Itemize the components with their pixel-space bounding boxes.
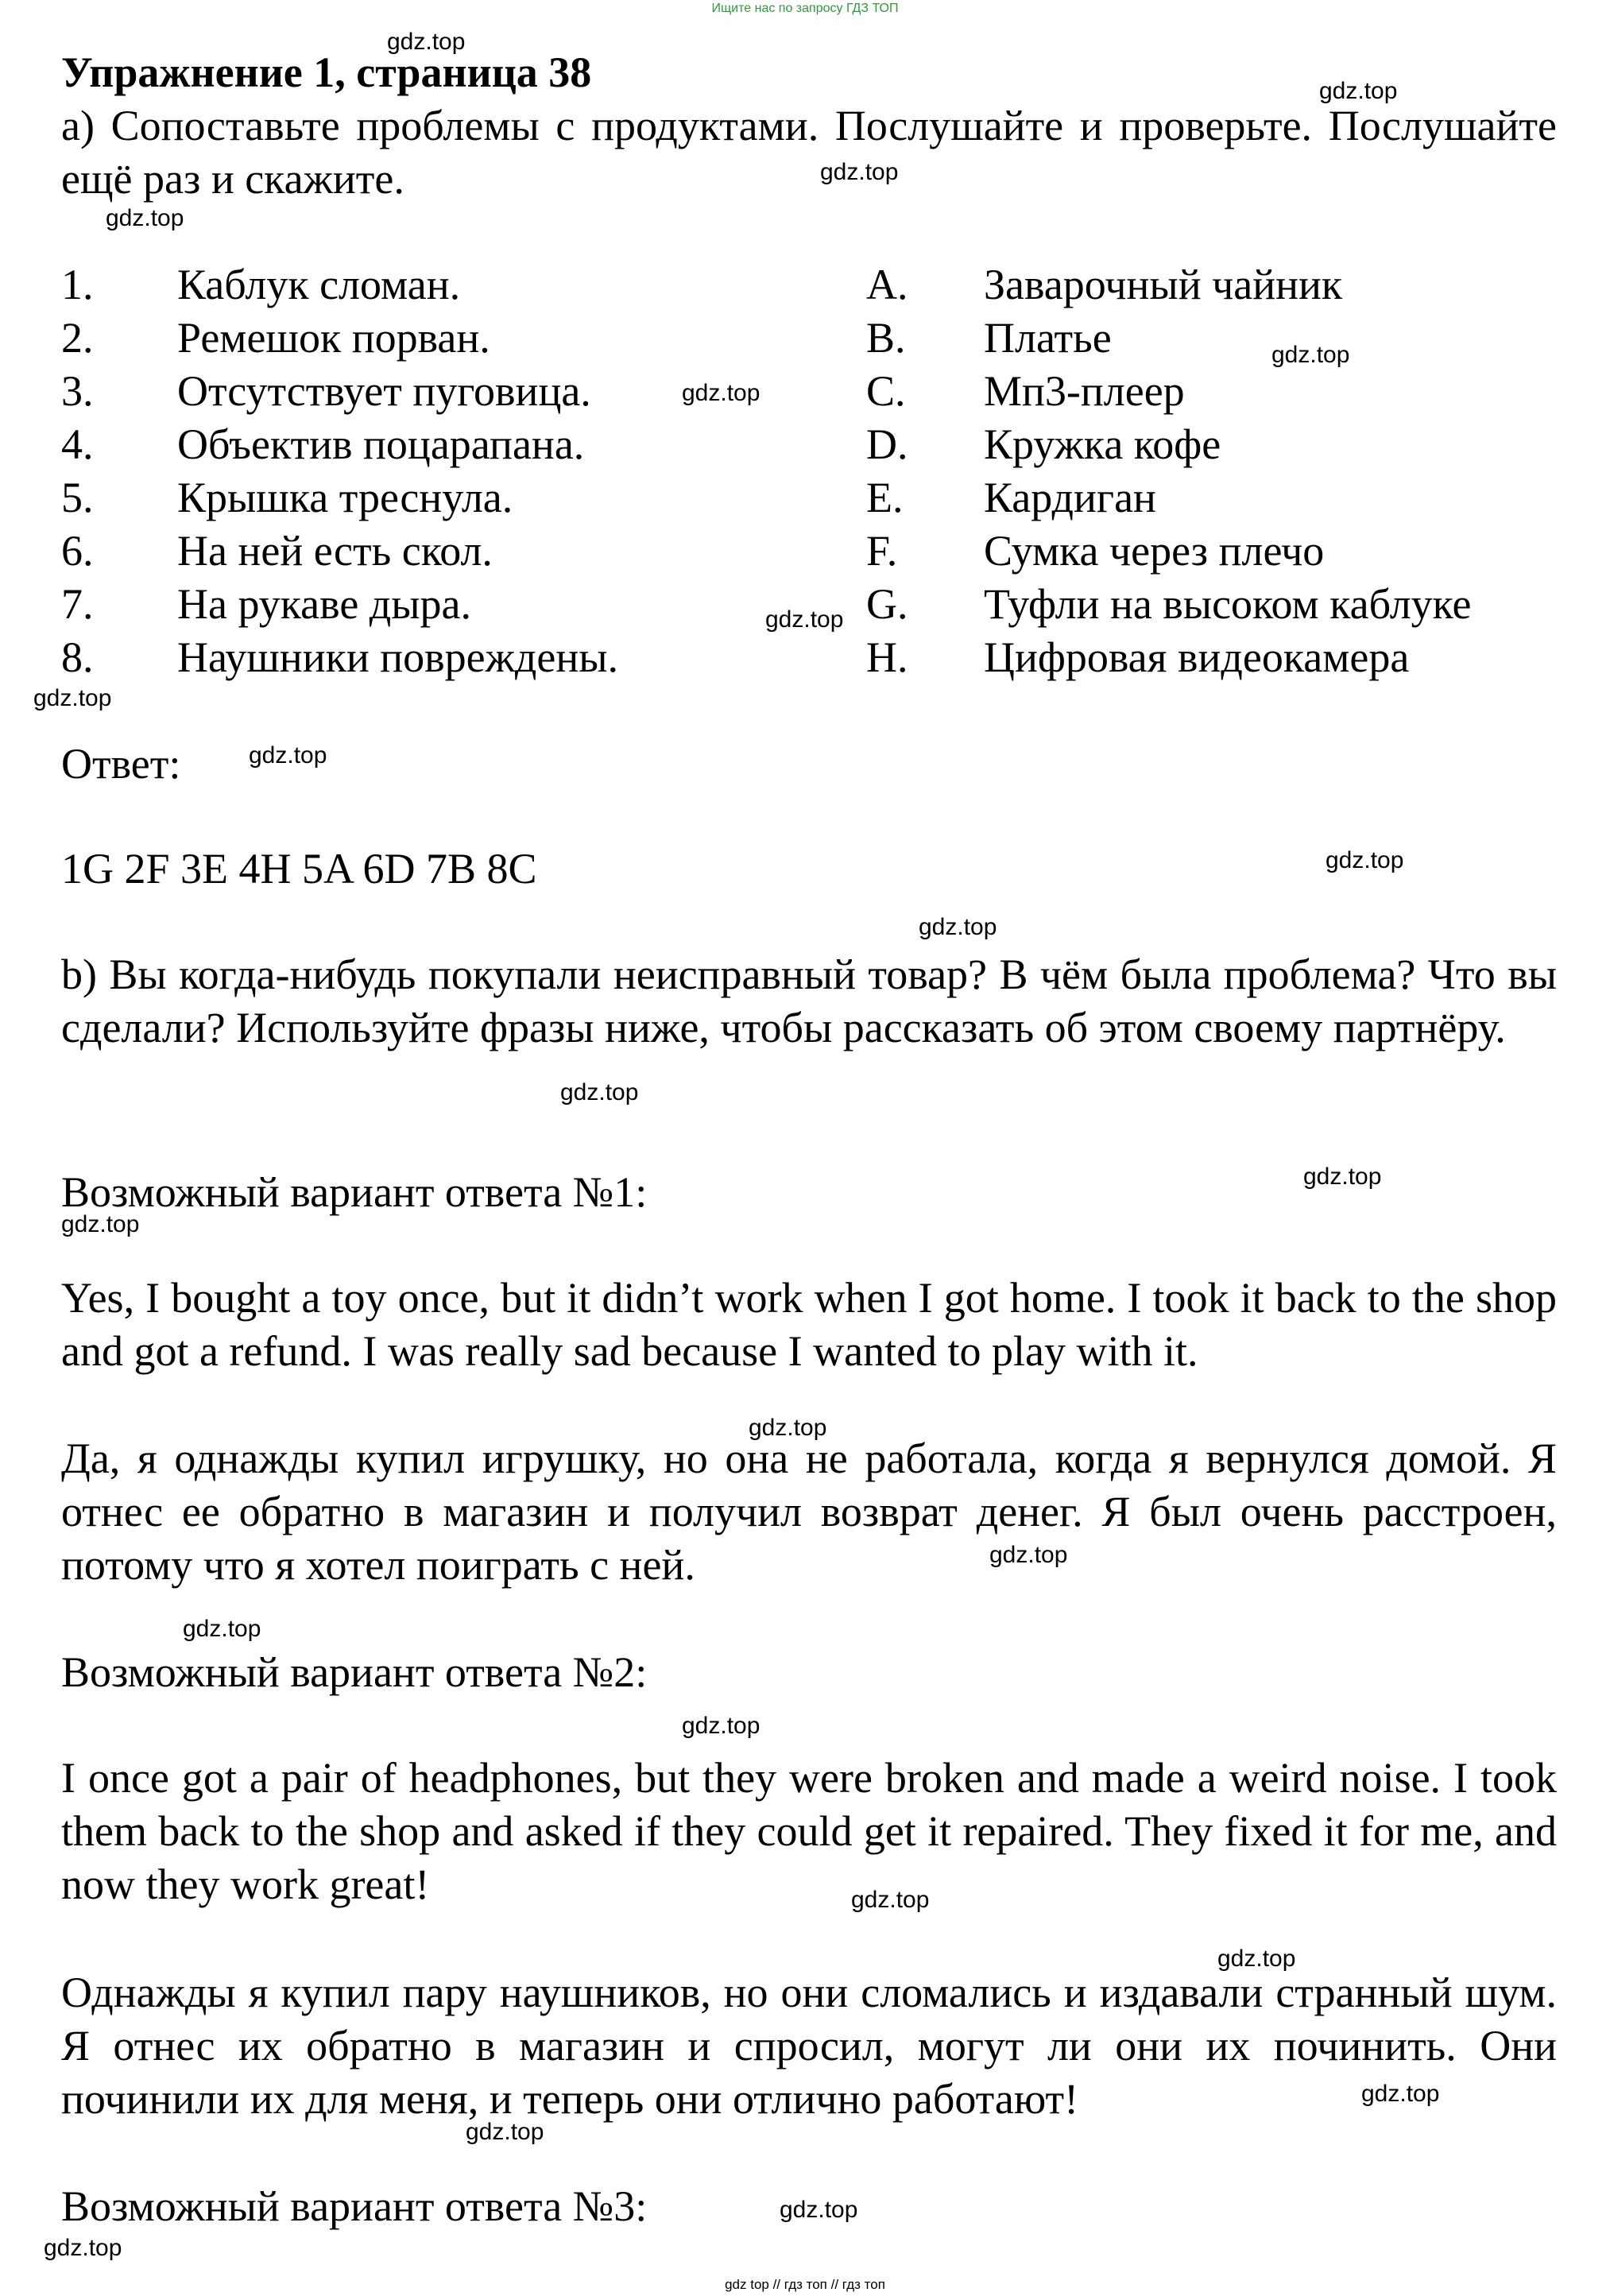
watermark: gdz.top <box>106 205 184 231</box>
product-letter: G. <box>866 580 908 628</box>
problem-text: Каблук сломан. <box>177 261 461 308</box>
variant-3-title: Возможный вариант ответа №3: <box>61 2182 648 2230</box>
bottom-banner: gdz top // гдз топ // гдз топ <box>725 2277 885 2292</box>
watermark: gdz.top <box>466 2119 544 2145</box>
exercise-heading: Упражнение 1, страница 38 <box>61 48 592 96</box>
variant-2-english: I once got a pair of headphones, but they were broken and made a weird noise. I took them back to the shop and asked if they could get it repaired. They fixed it for me, and now they work great! <box>61 1754 1557 1908</box>
problem-text: Отсутствует пуговица. <box>177 367 591 415</box>
product-letter: C. <box>866 367 906 415</box>
watermark: gdz.top <box>387 29 466 55</box>
watermark: gdz.top <box>765 606 844 633</box>
product-text: Заварочный чайник <box>984 261 1343 308</box>
watermark: gdz.top <box>33 685 112 711</box>
problem-number: 3. <box>61 367 94 415</box>
watermark: gdz.top <box>44 2235 122 2261</box>
product-letter: H. <box>866 633 908 681</box>
problem-number: 6. <box>61 527 94 575</box>
variant-2-russian: Однажды я купил пару наушников, но они сломались и издавали странный шум. Я отнес их обратно в магазин и спросил, могут ли они их починить. Они починили их для меня, и теперь они отлично работают! <box>61 1969 1557 2123</box>
product-text: Кардиган <box>984 474 1156 521</box>
variant-1-english: Yes, I bought a toy once, but it didn’t work when I got home. I took it back to the shop and got a refund. I was really sad because I wanted to play with it. <box>61 1274 1557 1375</box>
answer-key: 1G 2F 3E 4H 5A 6D 7B 8C <box>61 845 537 892</box>
watermark: gdz.top <box>820 159 899 185</box>
watermark: gdz.top <box>780 2197 858 2223</box>
problem-text: Ремешок порван. <box>177 314 490 362</box>
watermark: gdz.top <box>1217 1946 1296 1972</box>
problem-text: На рукаве дыра. <box>177 580 472 628</box>
watermark: gdz.top <box>919 914 997 940</box>
problem-number: 8. <box>61 633 94 681</box>
product-text: Сумка через плечо <box>984 527 1325 575</box>
problem-text: На ней есть скол. <box>177 527 493 575</box>
task-b-instruction: b) Вы когда-нибудь покупали неисправный товар? В чём была проблема? Что вы сделали? Используйте фразы ниже, чтобы рассказать об этом своему партнёру. <box>61 951 1557 1051</box>
problem-number: 5. <box>61 474 94 521</box>
problem-number: 7. <box>61 580 94 628</box>
problem-text: Наушники повреждены. <box>177 633 619 681</box>
variant-1-title: Возможный вариант ответа №1: <box>61 1168 648 1216</box>
watermark: gdz.top <box>1303 1163 1382 1190</box>
product-text: Мп3-плеер <box>984 367 1185 415</box>
watermark: gdz.top <box>1319 78 1398 104</box>
problem-text: Крышка треснула. <box>177 474 513 521</box>
problem-number: 4. <box>61 420 94 468</box>
watermark: gdz.top <box>682 1713 760 1739</box>
product-letter: D. <box>866 420 908 468</box>
problem-number: 1. <box>61 261 94 308</box>
problem-number: 2. <box>61 314 94 362</box>
product-letter: B. <box>866 314 906 362</box>
watermark: gdz.top <box>1326 847 1404 873</box>
variant-2-title: Возможный вариант ответа №2: <box>61 1648 648 1696</box>
watermark: gdz.top <box>989 1542 1068 1568</box>
problem-text: Объектив поцарапана. <box>177 420 585 468</box>
product-text: Платье <box>984 314 1112 362</box>
product-text: Цифровая видеокамера <box>984 633 1410 681</box>
answer-label: Ответ: <box>61 740 181 788</box>
variant-1-russian: Да, я однажды купил игрушку, но она не работала, когда я вернулся домой. Я отнес ее обратно в магазин и получил возврат денег. Я был очень расстроен, потому что я хотел поиграть с ней. <box>61 1435 1557 1589</box>
watermark: gdz.top <box>183 1616 261 1642</box>
watermark: gdz.top <box>560 1079 639 1105</box>
product-letter: F. <box>866 527 898 575</box>
watermark: gdz.top <box>1271 342 1350 368</box>
watermark: gdz.top <box>749 1415 827 1441</box>
product-text: Кружка кофе <box>984 420 1221 468</box>
top-banner: Ищите нас по запросу ГДЗ ТОП <box>711 2 899 15</box>
product-text: Туфли на высоком каблуке <box>984 580 1472 628</box>
product-letter: E. <box>866 474 904 521</box>
task-a-instruction: a) Сопоставьте проблемы с продуктами. Послушайте и проверьте. Послушайте ещё раз и скажите. <box>61 102 1557 203</box>
product-letter: A. <box>866 261 908 308</box>
watermark: gdz.top <box>1361 2081 1440 2107</box>
watermark: gdz.top <box>851 1887 930 1913</box>
watermark: gdz.top <box>682 380 760 406</box>
watermark: gdz.top <box>61 1211 140 1237</box>
watermark: gdz.top <box>249 742 327 769</box>
